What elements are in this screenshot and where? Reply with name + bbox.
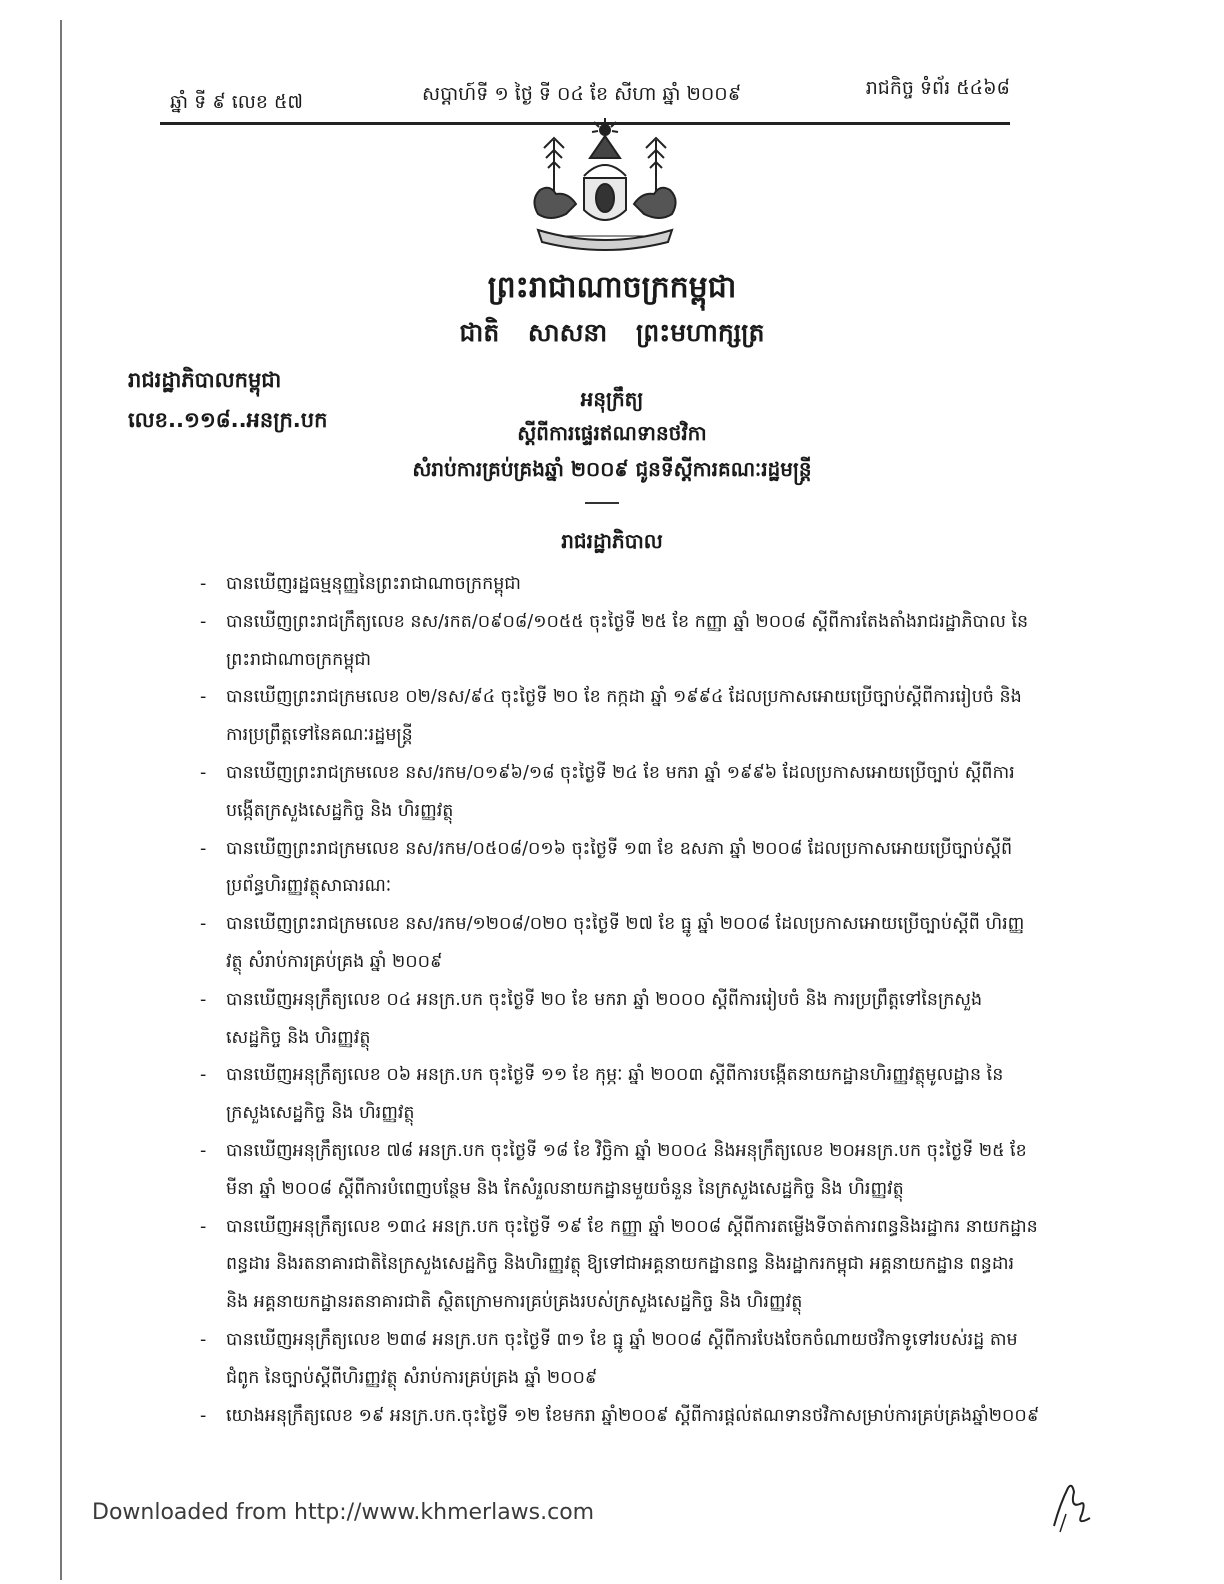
citation-item [200,1398,1040,1436]
citation-text: បានឃើញព្រះរាជក្រមលេខ នស/រកម/០៥០៨/០១៦ ចុះថ្ងៃទី ១៣ ខែ ឧសភា ឆ្នាំ ២០០៨ ដែលប្រកាសអោយប្រើច្បាប់ស្តីពី ប្រព័ន្ធហិរញ្ញវត្ថុសាធារណៈ [226,838,1013,897]
national-motto: ជាតិ សាសនា ព្រះមហាក្សត្រ [459,318,765,347]
citation-dash: - [200,1405,207,1426]
gazette-header [160,76,1010,116]
citation-text: បានឃើញអនុក្រឹត្យលេខ ៧៨ អនក្រ.បក ចុះថ្ងៃទី ១៨ ខែ វិច្ឆិកា ឆ្នាំ ២០០៤ និងអនុក្រឹត្យលេខ ២០អនក្រ.បក ចុះថ្ងៃទី ២៥ ខែ មីនា ឆ្នាំ ២០០៨ ស្តីពីការបំពេញបន្ថែម និង កែសំរួលនាយកដ្ឋានមួយចំនួន នៃក្រសួងសេដ្ឋកិច្ច និង ហិរញ្ញវត្ថុ [226,1140,1027,1199]
citation-dash: - [200,574,207,594]
citation-dash: - [200,1216,207,1237]
body-heading: រាជរដ្ឋាភិបាល [561,529,663,553]
citation-dash: - [200,1140,207,1161]
decree-type: អនុក្រឹត្យ [580,387,644,411]
citation-item [200,1057,1040,1133]
title-divider [585,502,619,504]
gazette-page: រាជកិច្ច ទំព័រ ៥៤៦៨ [865,77,1010,99]
gazette-date: សប្តាហ៍ទី ១ ថ្ងៃ ទី ០៤ ខែ សីហា ឆ្នាំ ២០០៩ [422,83,742,105]
citation-text: បានឃើញព្រះរាជក្រមលេខ នស/រកម/០១៩៦/១៨ ចុះថ្ងៃទី ២៤ ខែ មករា ឆ្នាំ ១៩៩៦ ដែលប្រកាសអោយប្រើច្បាប់ ស្តីពីការ បង្កើតក្រសួងសេដ្ឋកិច្ច និង ហិរញ្ញវត្ថុ [226,762,1015,821]
citation-item [200,1322,1040,1398]
citation-item [200,982,1040,1058]
citation-item [200,566,1040,604]
margin-rule [60,20,62,1580]
citation-dash: - [200,1329,207,1350]
citation-dash: - [200,611,207,632]
citation-item [200,906,1040,982]
citation-dash: - [200,1065,207,1086]
citation-list [200,566,1040,1435]
citation-item [200,755,1040,831]
citation-dash: - [200,687,207,708]
decree-subject: ស្តីពីការផ្ទេរឥណទានថវិកា [517,421,707,445]
citation-dash: - [200,914,207,935]
citation-text: បានឃើញអនុក្រឹត្យលេខ ២៣៨ អនក្រ.បក ចុះថ្ងៃទី ៣១ ខែ ធ្នូ ឆ្នាំ ២០០៨ ស្តីពីការបែងចែកចំណាយថវិកាទូទៅរបស់រដ្ឋ តាមជំពូក នៃច្បាប់ស្តីពីហិរញ្ញវត្ថុ សំរាប់ការគ្រប់គ្រង ឆ្នាំ ២០០៩ [226,1329,1018,1388]
citation-item [200,679,1040,755]
citation-text: យោងអនុក្រឹត្យលេខ ១៩ អនក្រ.បក.ចុះថ្ងៃទី ១២ ខែមករា ឆ្នាំ២០០៩ ស្តីពីការផ្តល់ឥណទានថវិកាសម្រាប់ការគ្រប់គ្រងឆ្នាំ២០០៩ [226,1405,1040,1426]
citation-dash: - [200,762,207,783]
citation-item [200,831,1040,907]
kingdom-name: ព្រះរាជាណាចក្រកម្ពុជា [487,270,737,305]
citation-text: បានឃើញព្រះរាជក្រឹត្យលេខ នស/រកត/០៩០៨/១០៥៥ ចុះថ្ងៃទី ២៥ ខែ កញ្ញា ឆ្នាំ ២០០៨ ស្តីពីការតែងតាំងរាជរដ្ឋាភិបាល នៃព្រះរាជាណាចក្រកម្ពុជា [226,611,1029,670]
decree-purpose: សំរាប់ការគ្រប់គ្រងឆ្នាំ ២០០៩ ជូនទីស្តីការគណៈរដ្ឋមន្ត្រី [412,457,812,481]
royal-coat-of-arms-icon [520,118,690,256]
issuer-name: រាជរដ្ឋាភិបាលកម្ពុជា [128,368,282,392]
citation-text: បានឃើញអនុក្រឹត្យលេខ ០៦ អនក្រ.បក ចុះថ្ងៃទី ១១ ខែ កុម្ភៈ ឆ្នាំ ២០០៣ ស្តីពីការបង្កើតនាយកដ្ឋានហិរញ្ញវត្ថុមូលដ្ឋាន នៃ ក្រសួងសេដ្ឋកិច្ច និង ហិរញ្ញវត្ថុ [226,1065,1004,1124]
citation-dash: - [200,838,207,859]
citation-text: បានឃើញព្រះរាជក្រមលេខ ០២/នស/៩៤ ចុះថ្ងៃទី ២០ ខែ កក្កដា ឆ្នាំ ១៩៩៤ ដែលប្រកាសអោយប្រើច្បាប់ស្តីពីការរៀបចំ និង ការប្រព្រឹត្តទៅនៃគណៈរដ្ឋមន្ត្រី [226,687,1022,746]
download-footer: Downloaded from http://www.khmerlaws.com [92,1500,595,1525]
citation-text: បានឃើញព្រះរាជក្រមលេខ នស/រកម/១២០៨/០២០ ចុះថ្ងៃទី ២៧ ខែ ធ្នូ ឆ្នាំ ២០០៨ ដែលប្រកាសអោយប្រើច្បាប់ស្តីពី ហិរញ្ញវត្ថុ សំរាប់ការគ្រប់គ្រង ឆ្នាំ ២០០៩ [226,914,1025,972]
citation-item [200,1209,1040,1322]
citation-item [200,1133,1040,1209]
issuer-number: លេខ..១១៨..អនក្រ.បក [128,408,328,432]
citation-text: បានឃើញរដ្ឋធម្មនុញ្ញនៃព្រះរាជាណាចក្រកម្ពុជា [226,574,521,594]
citation-text: បានឃើញអនុក្រឹត្យលេខ ១៣៤ អនក្រ.បក ចុះថ្ងៃទី ១៩ ខែ កញ្ញា ឆ្នាំ ២០០៨ ស្តីពីការតម្លើងទីចាត់ការពន្ធនិងរដ្ឋាករ នាយកដ្ឋានពន្ធដារ និងរតនាគារជាតិនៃក្រសួងសេដ្ឋកិច្ច និងហិរញ្ញវត្ថុ ឱ្យទៅជាអគ្គនាយកដ្ឋានពន្ធ និងរដ្ឋាករកម្ពុជា អគ្គនាយកដ្ឋាន ពន្ធដារ និង អគ្គនាយកដ្ឋានរតនាគារជាតិ ស្ថិតក្រោមការគ្រប់គ្រងរបស់ក្រសួងសេដ្ឋកិច្ច និង ហិរញ្ញវត្ថុ [226,1216,1038,1313]
citation-dash: - [200,989,207,1010]
signature-initial-icon [1046,1474,1102,1534]
citation-item [200,604,1040,680]
gazette-year-issue: ឆ្នាំ ទី ៩ លេខ ៥៧ [170,91,303,113]
citation-text: បានឃើញអនុក្រឹត្យលេខ ០៤ អនក្រ.បក ចុះថ្ងៃទី ២០ ខែ មករា ឆ្នាំ ២០០០ ស្តីពីការរៀបចំ និង ការប្រព្រឹត្តទៅនៃក្រសួង សេដ្ឋកិច្ច និង ហិរញ្ញវត្ថុ [226,989,983,1048]
